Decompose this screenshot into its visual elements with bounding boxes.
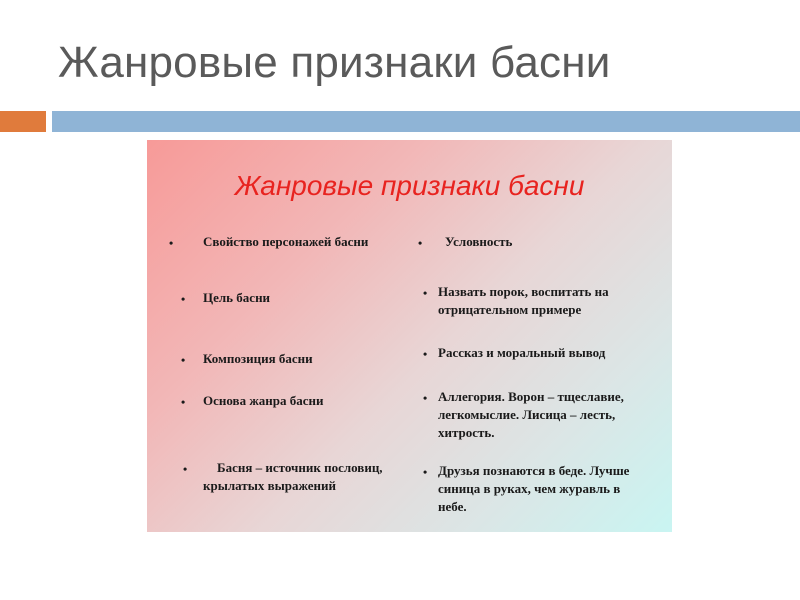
right-item-2: Назвать порок, воспитать на отрицательном примере [438, 284, 609, 317]
bullet-icon: • [423, 465, 428, 479]
right-item-1: Условность [445, 234, 513, 249]
bullet-icon: • [423, 286, 428, 300]
right-item-4: Аллегория. Ворон – тщеславие, легкомыслие. Лисица – лесть, хитрость. [438, 389, 624, 440]
right-item-3: Рассказ и моральный вывод [438, 345, 606, 360]
bullet-icon: • [183, 462, 188, 476]
left-item-2: Цель басни [203, 290, 271, 305]
accent-bar-orange [0, 111, 46, 132]
left-item-5: Басня – источник пословиц, крылатых выражений [203, 460, 383, 493]
bullet-icon: • [181, 292, 186, 306]
bullet-icon: • [423, 347, 428, 361]
left-item-4: Основа жанра басни [203, 393, 324, 408]
bullet-icon: • [423, 391, 428, 405]
slide-title: Жанровые признаки басни [58, 38, 611, 87]
bullet-icon: • [418, 236, 423, 250]
bullet-icon: • [181, 395, 186, 409]
content-panel [147, 140, 672, 532]
bullet-icon: • [181, 353, 186, 367]
accent-bar-blue [52, 111, 800, 132]
left-item-3: Композиция басни [203, 351, 313, 366]
bullet-icon: • [169, 236, 174, 250]
left-item-1: Свойство персонажей басни [203, 234, 369, 249]
right-item-5: Друзья познаются в беде. Лучше синица в руках, чем журавль в небе. [438, 463, 630, 514]
panel-title: Жанровые признаки басни [234, 170, 585, 201]
